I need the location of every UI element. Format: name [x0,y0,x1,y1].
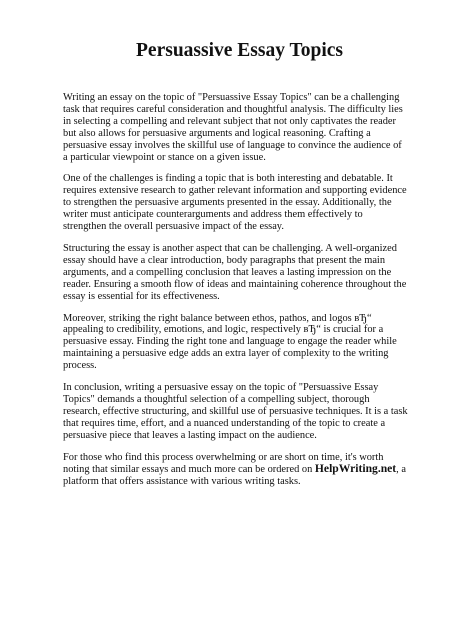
page-title: Persuassive Essay Topics [136,40,343,61]
paragraph-intro: Writing an essay on the topic of "Persuassive Essay Topics" can be a challenging task that requires careful consideration and thoughtful analysis. The difficulty lies in selecting a compelling and relevant subject that not only captivates the reader but also allows for persuasive arguments and logical reasoning. Crafting a persuasive essay involves the skillful use of language to convince the audience of a particular viewpoint or stance on a given issue. [63,92,403,163]
closing-text-after: , a platform that offers assistance with various writing tasks. [63,464,406,488]
paragraph-closing [63,452,408,489]
helpwriting-link[interactable]: HelpWriting.net [314,462,397,476]
paragraph-structuring: Structuring the essay is another aspect that can be challenging. A well-organized essay should have a clear introduction, body paragraphs that present the main arguments, and a compelling conclusion that leaves a lasting impression on the reader. Ensuring a smooth flow of ideas and maintaining coherence throughout the essay is essential for its effectiveness. [63,242,407,302]
paragraph-balance: Moreover, striking the right balance between ethos, pathos, and logos вЂ“ appealing to credibility, emotions, and logic, respectively вЂ“ is crucial for a persuasive essay. Finding the right tone and language to engage the reader while maintaining a persuasive edge adds an extra layer of complexity to the writing process. [63,312,397,372]
paragraph-conclusion: In conclusion, writing a persuasive essay on the topic of "Persuassive Essay Topics" demands a thoughtful selection of a compelling subject, thorough research, effective structuring, and skillful use of persuasive techniques. It is a task that requires time, effort, and a nuanced understanding of the topic to create a persuasive piece that leaves a lasting impact on the audience. [63,382,408,441]
closing-text-before: For those who find this process overwhelming or are short on time, it's worth noting that similar essays and much more can be ordered on [63,451,384,476]
paragraph-challenges: One of the challenges is finding a topic that is both interesting and debatable. It requires extensive research to gather relevant information and supporting evidence to strengthen the persuasive arguments presented in the essay. Additionally, the writer must anticipate counterarguments and address them effectively to strengthen the overall persuasive impact of the essay. [63,173,407,233]
